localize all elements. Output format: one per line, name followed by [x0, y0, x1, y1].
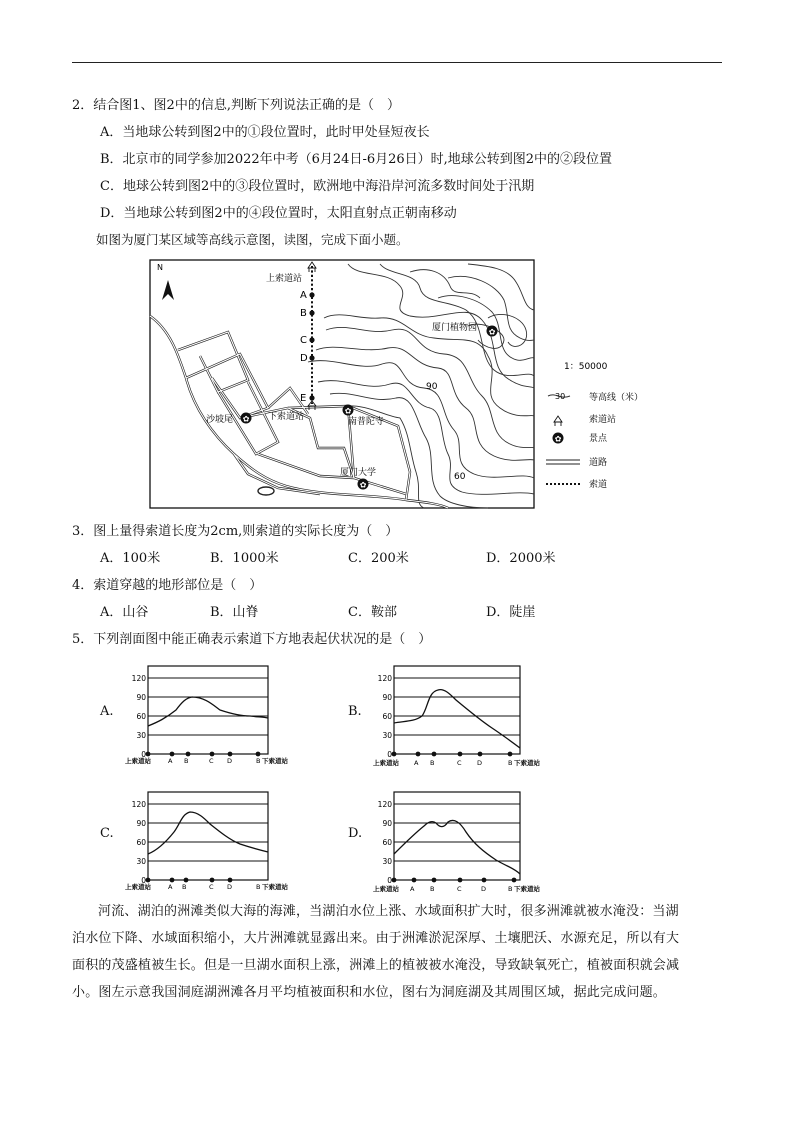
x-axis-labels: [373, 884, 541, 893]
q4-option-d: D．陡崖: [486, 605, 536, 620]
y-tick-labels: [378, 674, 393, 759]
map-legend: [546, 362, 643, 490]
x-axis-labels: [125, 756, 289, 765]
y-tick: 60: [382, 838, 392, 847]
q4-option-b: B．山脊: [210, 605, 259, 620]
y-tick: 90: [382, 819, 392, 828]
y-tick: 90: [136, 693, 146, 702]
q3-option-d: D．2000米: [486, 551, 556, 566]
xmu-label: 厦门大学: [340, 468, 377, 478]
x-label: A: [410, 885, 415, 893]
label-d: D: [300, 353, 308, 364]
passage-line-1: [72, 898, 722, 925]
profile-d-label: D.: [348, 826, 363, 841]
x-start-label: 上索道站: [125, 757, 151, 765]
passage-line-2: 泊水位下降、水域面积缩小，大片洲滩就显露出来。由于洲滩淤泥深厚、土壤肥沃、水源充足，所以有大: [72, 931, 680, 946]
contour-map: [148, 258, 658, 510]
y-tick: 60: [136, 712, 146, 721]
y-tick: 30: [136, 731, 146, 740]
point-e: [309, 395, 314, 400]
q3-options: [100, 547, 556, 566]
x-label: A: [168, 883, 173, 891]
grid-lines: [394, 804, 520, 861]
x-start-label: 上索道站: [373, 885, 399, 893]
y-tick: 120: [131, 674, 146, 683]
point-b: [309, 310, 314, 315]
y-tick: 30: [136, 857, 146, 866]
label-c: C: [300, 335, 307, 346]
scenic-nanputuo-icon: [343, 405, 354, 416]
x-axis-labels: [373, 758, 541, 767]
passage-line-4: 小。图左示意我国洞庭湖洲滩各月平均植被面积和水位，图右为洞庭湖及其周围区域，据此完成问题。: [72, 985, 667, 1000]
x-label: B: [256, 883, 261, 891]
label-e: E: [300, 393, 307, 404]
x-label: C: [209, 757, 214, 765]
x-label: C: [457, 759, 462, 767]
scale-label: 1：50000: [564, 362, 608, 372]
svg-text:✿: ✿: [488, 327, 496, 337]
profile-line: [394, 690, 520, 748]
y-tick: 0: [141, 876, 146, 885]
profile-line: [394, 820, 520, 874]
botanical-label: 厦门植物园: [432, 323, 478, 333]
q2-option-b: B．北京市的同学参加2022年中考（6月24日-6月26日）时,地球公转到图2中的②段位置: [100, 152, 613, 167]
q2-stem: 2．结合图1、图2中的信息,判断下列说法正确的是（ ）: [72, 98, 400, 113]
y-tick: 120: [377, 800, 392, 809]
svg-text:✿: ✿: [554, 434, 562, 444]
profile-chart-a: [120, 664, 300, 768]
scenic-botanical-icon: [487, 326, 498, 337]
point-a: [309, 292, 314, 297]
profile-chart-c: [120, 790, 300, 894]
label-a: A: [300, 290, 307, 301]
y-tick: 30: [382, 857, 392, 866]
y-tick: 0: [141, 750, 146, 759]
y-tick-labels: [378, 800, 393, 885]
svg-text:✿: ✿: [344, 406, 352, 416]
profile-line: [148, 697, 268, 726]
legend-contour-num: 30: [555, 392, 566, 401]
x-label: C: [457, 885, 462, 893]
q4-option-c: C．鞍部: [348, 605, 397, 620]
legend-scenic-icon: [553, 433, 564, 444]
passage-text: 河流、湖泊的洲滩类似大海的海滩，当湖泊水位上涨、水域面积扩大时，很多洲滩就被水淹没：当湖: [98, 904, 679, 919]
svg-text:✿: ✿: [242, 414, 250, 424]
x-label: B: [256, 757, 261, 765]
label-b: B: [300, 308, 307, 319]
q4-option-a: A．山谷: [100, 605, 149, 620]
nanputuo-label: 南普陀寺: [348, 417, 385, 427]
profile-chart-b: [368, 664, 568, 770]
q3-option-c: C．200米: [348, 551, 409, 566]
profile-chart-d: [368, 790, 568, 896]
profile-line: [148, 812, 268, 854]
legend-station-icon: [554, 416, 562, 426]
y-tick: 30: [382, 731, 392, 740]
legend-road-icon: [546, 460, 580, 464]
y-tick: 0: [387, 750, 392, 759]
legend-road-label: 道路: [589, 458, 608, 468]
passage: [72, 898, 722, 1006]
x-end-label: 下索道站: [262, 757, 288, 765]
grid-lines: [394, 678, 520, 735]
x-label: B: [430, 885, 435, 893]
x-end-label: 下索道站: [514, 885, 540, 893]
point-d: [309, 355, 314, 360]
y-tick: 120: [377, 674, 392, 683]
y-tick: 120: [131, 800, 146, 809]
x-end-label: 下索道站: [514, 759, 540, 767]
x-start-label: 上索道站: [373, 759, 399, 767]
contour-90-label: 90: [426, 382, 438, 392]
x-end-label: 下索道站: [262, 883, 288, 891]
x-label: B: [184, 757, 189, 765]
legend-cable-label: 索道: [589, 480, 608, 490]
y-tick: 0: [387, 876, 392, 885]
y-tick: 60: [382, 712, 392, 721]
q2-option-a: A．当地球公转到图2中的①段位置时，此时甲处昼短夜长: [100, 125, 430, 140]
q5-stem: 5．下列剖面图中能正确表示索道下方地表起伏状况的是（ ）: [72, 632, 432, 647]
x-label: B: [182, 883, 187, 891]
point-c: [309, 337, 314, 342]
legend-scenic-label: 景点: [589, 434, 608, 444]
legend-contour-label: 等高线（米）: [589, 393, 644, 403]
grid-lines: [148, 678, 268, 735]
grid-lines: [148, 804, 268, 861]
station-top-label: 上索道站: [266, 274, 303, 284]
x-label: A: [414, 759, 419, 767]
x-start-label: 上索道站: [125, 883, 151, 891]
q3-option-a: A．100米: [100, 551, 161, 566]
y-tick: 90: [136, 819, 146, 828]
y-tick: 60: [136, 838, 146, 847]
svg-text:✿: ✿: [359, 480, 367, 490]
profile-c-label: C.: [100, 826, 114, 841]
x-label: B: [430, 759, 435, 767]
x-label: D: [227, 757, 233, 765]
scenic-shapowei-icon: [241, 413, 252, 424]
map-intro: 如图为厦门某区域等高线示意图，读图，完成下面小题。: [96, 232, 409, 247]
x-label: D: [227, 883, 233, 891]
q2-option-c: C．地球公转到图2中的③段位置时，欧洲地中海沿岸河流多数时间处于汛期: [100, 179, 535, 194]
x-label: B: [508, 759, 513, 767]
x-label: D: [481, 885, 487, 893]
scenic-xmu-icon: [358, 479, 369, 490]
shapowei-label: 沙坡尾: [206, 415, 234, 425]
q4-options: [100, 601, 535, 620]
x-label: A: [168, 757, 173, 765]
north-label: N: [157, 263, 163, 272]
q3-stem: 3．图上量得索道长度为2cm,则索道的实际长度为（ ）: [72, 524, 399, 539]
q3-option-b: B．1000米: [210, 551, 279, 566]
header-rule: [72, 62, 722, 63]
x-axis-labels: [125, 882, 289, 891]
passage-line-3: 面积的茂盛植被生长。但是一旦湖水面积上涨，洲滩上的植被被水淹没，导致缺氧死亡，植被面积就会减: [72, 958, 680, 973]
x-label: B: [508, 885, 513, 893]
x-label: D: [477, 759, 483, 767]
plot-frame: [394, 666, 520, 754]
profile-b-label: B.: [348, 704, 362, 719]
x-label: C: [209, 883, 214, 891]
station-bottom-label: 下索道站: [268, 412, 305, 422]
y-tick-labels: [132, 674, 147, 759]
q4-stem: 4．索道穿越的地形部位是（ ）: [72, 578, 263, 593]
y-tick: 90: [382, 693, 392, 702]
contour-60-label: 60: [454, 472, 466, 482]
legend-station-label: 索道站: [589, 415, 617, 425]
plot-frame: [148, 792, 268, 880]
plot-frame: [148, 666, 268, 754]
y-tick-labels: [132, 800, 147, 885]
q2-option-d: D．当地球公转到图2中的④段位置时，太阳直射点正朝南移动: [100, 206, 457, 221]
profile-a-label: A.: [100, 704, 114, 719]
roundabout: [258, 487, 274, 495]
